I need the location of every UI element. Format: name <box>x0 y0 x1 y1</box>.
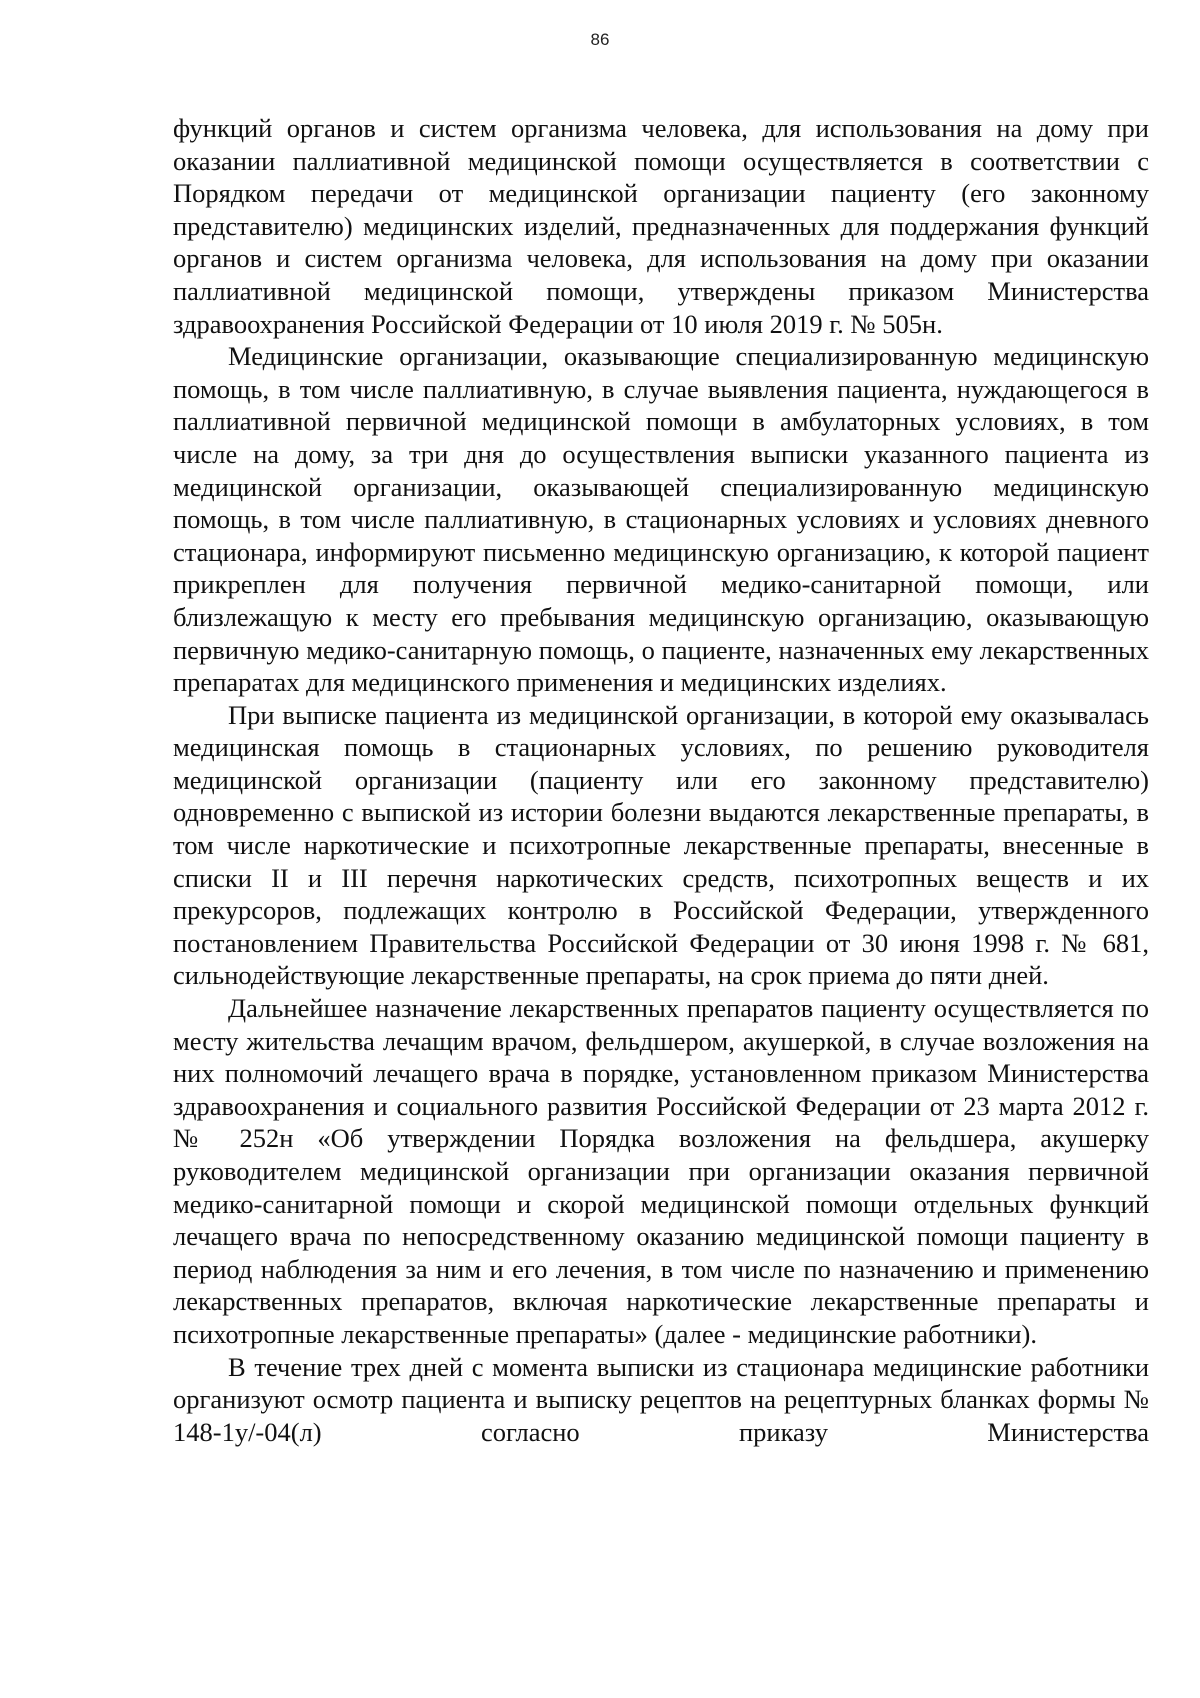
paragraph-continuation: функций органов и систем организма человека, для использования на дому при оказании паллиативной медицинской помощи осуществляется в соответствии с Порядком передачи от медицинской организации пациенту (его законному представителю) медицинских изделий, предназначенных для поддержания функций органов и систем организма человека, для использования на дому при оказании паллиативной медицинской помощи, утверждены приказом Министерства здравоохранения Российской Федерации от 10 июля 2019 г. № 505н. <box>173 113 1149 339</box>
paragraph-medical-organizations: Медицинские организации, оказывающие специализированную медицинскую помощь, в том числе паллиативную, в случае выявления пациента, нуждающегося в паллиативной первичной медицинской помощи в амбулаторных условиях, в том числе на дому, за три дня до осуществления выписки указанного пациента из медицинской организации, оказывающей специализированную медицинскую помощь, в том числе паллиативную, в стационарных условиях и условиях дневного стационара, информируют письменно медицинскую организацию, к которой пациент прикреплен для получения первичной медико-санитарной помощи, или близлежащую к месту его пребывания медицинскую организацию, оказывающую первичную медико-санитарную помощь, о пациенте, назначенных ему лекарственных препаратах для медицинского применения и медицинских изделиях. <box>173 341 1149 698</box>
paragraph-further-prescription: Дальнейшее назначение лекарственных препаратов пациенту осуществляется по месту жительства лечащим врачом, фельдшером, акушеркой, в случае возложения на них полномочий лечащего врача в порядке, установленном приказом Министерства здравоохранения и социального развития Российской Федерации от 23 марта 2012 г. № 252н «Об утверждении Порядка возложения на фельдшера, акушерку руководителем медицинской организации при организации оказания первичной медико-санитарной помощи и скорой медицинской помощи отдельных функций лечащего врача по непосредственному оказанию медицинской помощи пациенту в период наблюдения за ним и его лечения, в том числе по назначению и применению лекарственных препаратов, включая наркотические лекарственные препараты и психотропные лекарственные препараты» (далее - медицинские работники). <box>173 993 1149 1349</box>
paragraph-discharge: При выписке пациента из медицинской организации, в которой ему оказывалась медицинская помощь в стационарных условиях, по решению руководителя медицинской организации (пациенту или его законному представителю) одновременно с выпиской из истории болезни выдаются лекарственные препараты, в том числе наркотические и психотропные лекарственные препараты, внесенные в списки II и III перечня наркотических средств, психотропных веществ и их прекурсоров, подлежащих контролю в Российской Федерации, утвержденного постановлением Правительства Российской Федерации от 30 июня 1998 г. № 681, сильнодействующие лекарственные препараты, на срок приема до пяти дней. <box>173 699 1149 991</box>
paragraph-three-days: В течение трех дней с момента выписки из стационара медицинские работники организуют осмотр пациента и выписку рецептов на рецептурных бланках формы № 148-1у/-04(л) согласно приказу Министерства <box>173 1351 1149 1447</box>
document-body <box>173 112 1149 1448</box>
page-number: 86 <box>590 30 610 49</box>
